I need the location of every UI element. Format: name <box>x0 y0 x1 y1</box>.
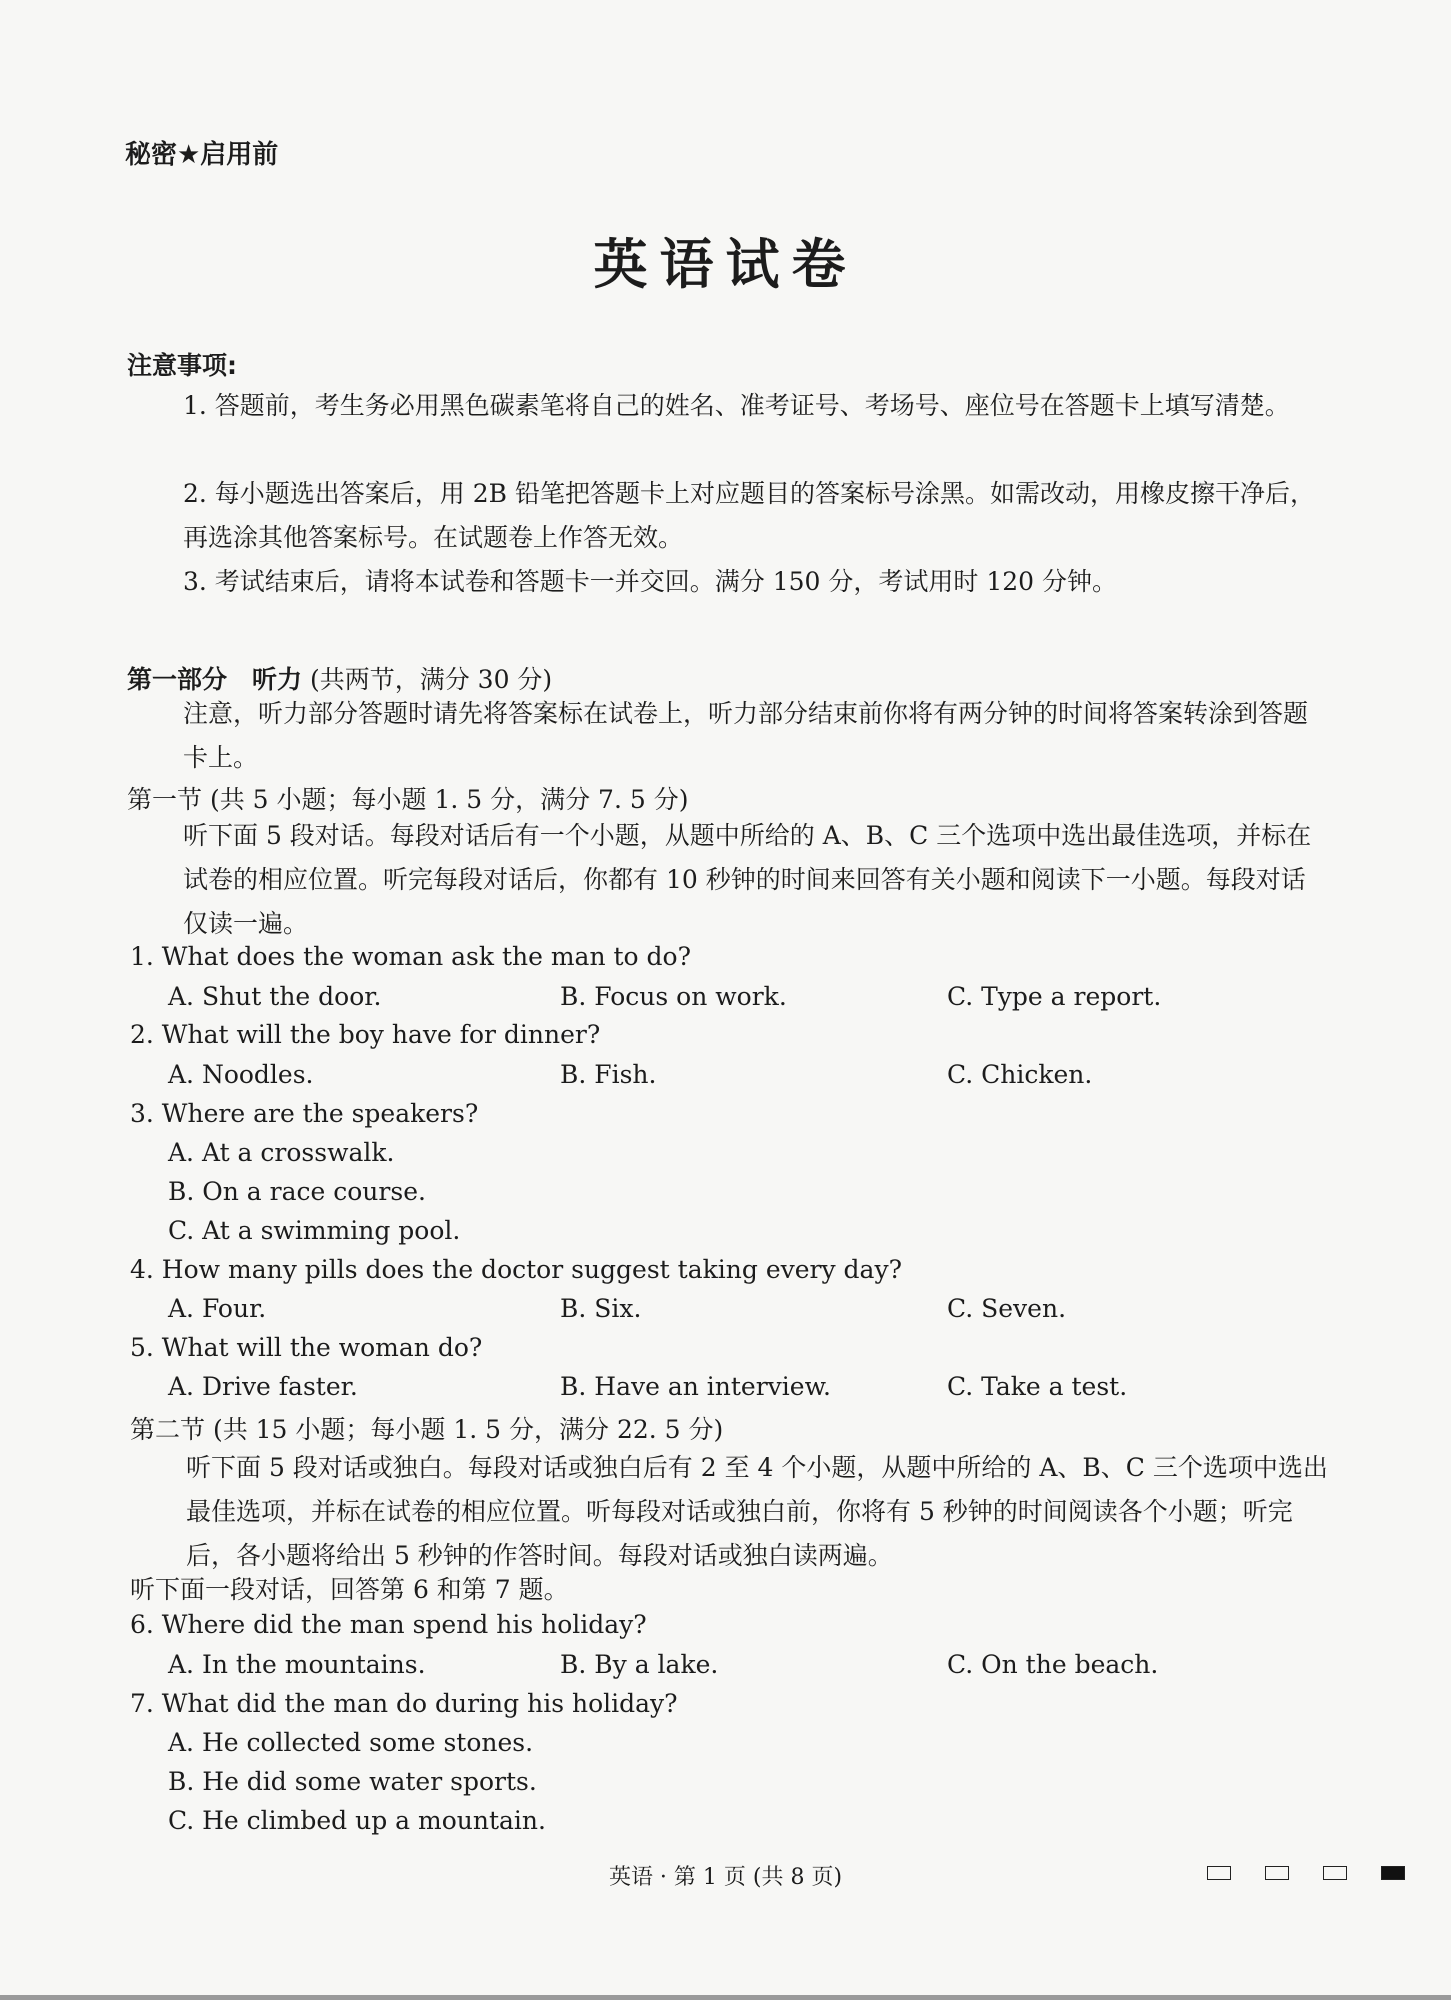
q5-option-c: C. Take a test. <box>947 1372 1128 1401</box>
q1-option-c: C. Type a report. <box>947 982 1162 1011</box>
dialog-intro: 听下面一段对话，回答第 6 和第 7 题。 <box>130 1575 569 1604</box>
section1-instructions: 听下面 5 段对话。每段对话后有一个小题，从题中所给的 A、B、C 三个选项中选出最佳选项，并标在试卷的相应位置。听完每段对话后，你都有 10 秒钟的时间来回答有关小题和阅读下一小题。每段对话仅读一遍。 <box>183 821 1312 938</box>
section2-instructions: 听下面 5 段对话或独白。每段对话或独白后有 2 至 4 个小题，从题中所给的 A、B、C 三个选项中选出最佳选项，并标在试卷的相应位置。听每段对话或独白前，你将有 5 秒钟的时间阅读各个小题；听完后，各小题将给出 5 秒钟的作答时间。每段对话或独白读两遍。 <box>186 1453 1328 1570</box>
q6-option-b: B. By a lake. <box>560 1650 719 1679</box>
section2-title: 第二节 (共 15 小题；每小题 1. 5 分，满分 22. 5 分) <box>130 1415 724 1444</box>
q3-option-c: C. At a swimming pool. <box>168 1216 461 1245</box>
q7-option-a: A. He collected some stones. <box>168 1728 534 1757</box>
page-title: 英语试卷 <box>593 232 858 296</box>
page-mark-empty-1 <box>1207 1866 1231 1880</box>
notice-item-2: 2. 每小题选出答案后，用 2B 铅笔把答题卡上对应题目的答案标号涂黑。如需改动，用橡皮擦干净后，再选涂其他答案标号。在试题卷上作答无效。 <box>183 479 1315 552</box>
question-4: 4. How many pills does the doctor suggest taking every day? <box>130 1255 902 1284</box>
q1-option-b: B. Focus on work. <box>560 982 787 1011</box>
section1-title: 第一节 (共 5 小题；每小题 1. 5 分，满分 7. 5 分) <box>127 785 689 814</box>
q6-option-c: C. On the beach. <box>947 1650 1159 1679</box>
q1-option-a: A. Shut the door. <box>168 982 382 1011</box>
q5-option-a: A. Drive faster. <box>168 1372 358 1401</box>
q4-option-b: B. Six. <box>560 1294 642 1323</box>
q3-option-a: A. At a crosswalk. <box>168 1138 395 1167</box>
question-3: 3. Where are the speakers? <box>130 1099 479 1128</box>
page-footer: 英语 · 第 1 页 (共 8 页) <box>608 1865 843 1890</box>
page-mark-filled <box>1381 1866 1405 1880</box>
q7-option-b: B. He did some water sports. <box>168 1767 537 1796</box>
q2-option-a: A. Noodles. <box>168 1060 314 1089</box>
notice-heading: 注意事项: <box>127 351 237 380</box>
question-2: 2. What will the boy have for dinner? <box>130 1020 601 1049</box>
q4-option-a: A. Four. <box>168 1294 267 1323</box>
question-1: 1. What does the woman ask the man to do? <box>130 942 691 971</box>
bottom-scan-edge <box>0 1995 1451 2000</box>
notice-item-1: 1. 答题前，考生务必用黑色碳素笔将自己的姓名、准考证号、考场号、座位号在答题卡上填写清楚。 <box>183 391 1290 420</box>
part1-title: 第一部分 听力 (共两节，满分 30 分) <box>127 665 553 694</box>
q2-option-b: B. Fish. <box>560 1060 657 1089</box>
q2-option-c: C. Chicken. <box>947 1060 1093 1089</box>
notice-item-3: 3. 考试结束后，请将本试卷和答题卡一并交回。满分 150 分，考试用时 120 分钟。 <box>183 567 1118 596</box>
question-5: 5. What will the woman do? <box>130 1333 483 1362</box>
q6-option-a: A. In the mountains. <box>168 1650 426 1679</box>
page-mark-empty-3 <box>1323 1866 1347 1880</box>
page-mark-empty-2 <box>1265 1866 1289 1880</box>
q5-option-b: B. Have an interview. <box>560 1372 831 1401</box>
q7-option-c: C. He climbed up a mountain. <box>168 1806 546 1835</box>
part1-note: 注意，听力部分答题时请先将答案标在试卷上，听力部分结束前你将有两分钟的时间将答案转涂到答题卡上。 <box>183 699 1309 772</box>
question-6: 6. Where did the man spend his holiday? <box>130 1610 647 1639</box>
secret-label: 秘密★启用前 <box>125 140 279 170</box>
question-7: 7. What did the man do during his holiday? <box>130 1689 678 1718</box>
q4-option-c: C. Seven. <box>947 1294 1067 1323</box>
q3-option-b: B. On a race course. <box>168 1177 426 1206</box>
